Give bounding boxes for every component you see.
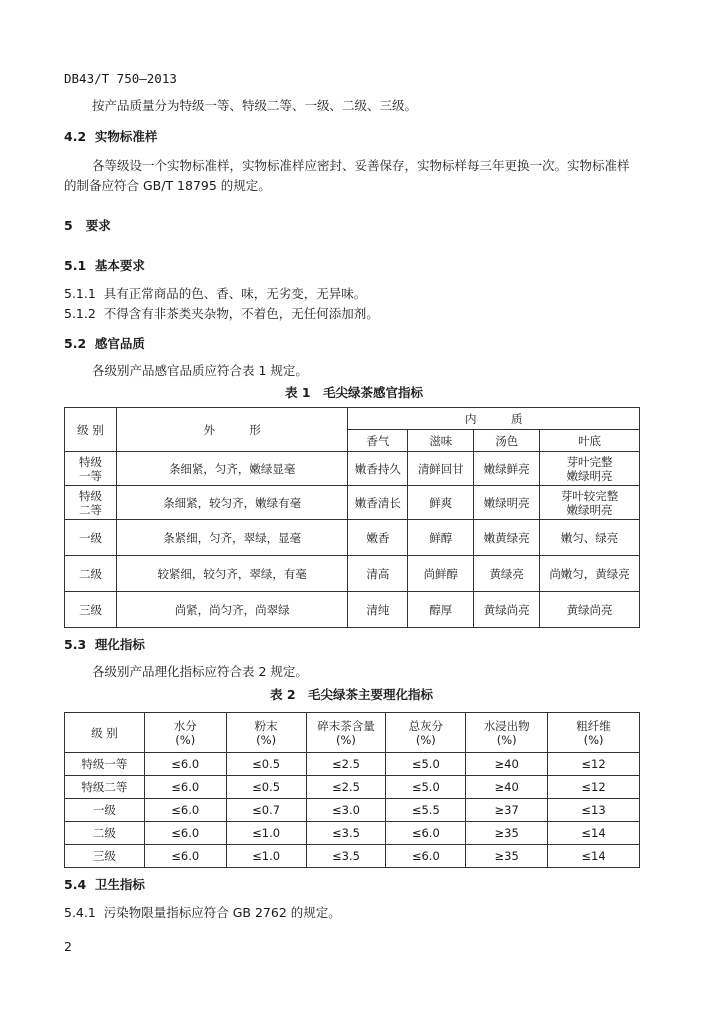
grade-cell: 三级: [65, 845, 145, 868]
table-row: [65, 776, 640, 799]
clause-number: 5.4.1: [64, 905, 96, 920]
section-title: 卫生指标: [94, 877, 145, 892]
water-extract-cell: ≥37: [466, 799, 548, 822]
leaf-cell: 尚嫩匀，黄绿亮: [540, 556, 640, 592]
crude-fiber-cell: ≤12: [548, 753, 640, 776]
grade-cell: 二级: [65, 822, 145, 845]
grade-cell: 特级 一等: [65, 452, 117, 486]
paragraph-4-2-line-2: 的制备应符合 GB/T 18795 的规定。: [64, 178, 271, 193]
header-total-ash: 总灰分 (%): [386, 713, 466, 753]
crude-fiber-cell: ≤13: [548, 799, 640, 822]
section-5-1-heading: [64, 259, 145, 273]
header-powder: 粉末 (%): [226, 713, 306, 753]
appearance-cell: 尚紧，尚匀齐，尚翠绿: [116, 592, 348, 628]
grades-line: 按产品质量分为特级一等、特级二等、一级、二级、三级。: [92, 98, 418, 113]
clause-5-1-2: [64, 307, 379, 321]
grade-cell: 特级 二等: [65, 486, 117, 520]
table-row: [65, 452, 640, 486]
total-ash-cell: ≤5.0: [386, 776, 466, 799]
leaf-cell: 黄绿尚亮: [540, 592, 640, 628]
section-5-3-heading: [64, 638, 145, 652]
section-number: 4.2: [64, 129, 87, 144]
section-number: 5: [64, 218, 73, 233]
page-number: 2: [64, 939, 72, 954]
aroma-cell: 嫩香持久: [348, 452, 408, 486]
table-row: [65, 592, 640, 628]
grade-cell: 二级: [65, 556, 117, 592]
moisture-cell: ≤6.0: [144, 822, 226, 845]
water-extract-cell: ≥35: [466, 822, 548, 845]
section-title: 理化指标: [94, 637, 145, 652]
section-number: 5.4: [64, 877, 87, 892]
moisture-cell: ≤6.0: [144, 753, 226, 776]
clause-text: 具有正常商品的色、香、味，无劣变，无异味。: [103, 286, 367, 301]
broken-tea-cell: ≤3.0: [306, 799, 386, 822]
taste-cell: 鲜爽: [408, 486, 474, 520]
grade-cell: 一级: [65, 799, 145, 822]
grade-cell: 三级: [65, 592, 117, 628]
broken-tea-cell: ≤3.5: [306, 822, 386, 845]
appearance-cell: 较紧细，较匀齐，翠绿，有毫: [116, 556, 348, 592]
clause-number: 5.1.1: [64, 286, 96, 301]
liquor-cell: 嫩黄绿亮: [474, 520, 540, 556]
section-4-2-heading: [64, 130, 157, 144]
table-1-sensory: [64, 407, 640, 628]
moisture-cell: ≤6.0: [144, 776, 226, 799]
clause-5-1-1: [64, 287, 366, 301]
section-title: 基本要求: [94, 258, 145, 273]
document-header: DB43/T 750—2013: [64, 71, 177, 86]
header-crude-fiber: 粗纤维 (%): [548, 713, 640, 753]
aroma-cell: 嫩香清长: [348, 486, 408, 520]
liquor-cell: 嫩绿鲜亮: [474, 452, 540, 486]
moisture-cell: ≤6.0: [144, 799, 226, 822]
table-row: [65, 799, 640, 822]
table-row: [65, 520, 640, 556]
powder-cell: ≤0.7: [226, 799, 306, 822]
taste-cell: 鲜醇: [408, 520, 474, 556]
header-inner-quality: 内 质: [348, 408, 640, 430]
header-leaf-base: 叶底: [540, 430, 640, 452]
appearance-cell: 条细紧，匀齐，嫩绿显毫: [116, 452, 348, 486]
total-ash-cell: ≤5.5: [386, 799, 466, 822]
powder-cell: ≤0.5: [226, 776, 306, 799]
section-title: 实物标准样: [94, 129, 158, 144]
clause-text: 污染物限量指标应符合 GB 2762 的规定。: [103, 905, 341, 920]
broken-tea-cell: ≤2.5: [306, 753, 386, 776]
taste-cell: 清鲜回甘: [408, 452, 474, 486]
header-grade: 级 别: [65, 408, 117, 452]
section-5-heading: [64, 219, 111, 233]
header-grade: 级 别: [65, 713, 145, 753]
header-liquor-color: 汤色: [474, 430, 540, 452]
liquor-cell: 嫩绿明亮: [474, 486, 540, 520]
taste-cell: 尚鲜醇: [408, 556, 474, 592]
liquor-cell: 黄绿亮: [474, 556, 540, 592]
total-ash-cell: ≤6.0: [386, 845, 466, 868]
crude-fiber-cell: ≤12: [548, 776, 640, 799]
leaf-cell: 芽叶完整 嫩绿明亮: [540, 452, 640, 486]
aroma-cell: 嫩香: [348, 520, 408, 556]
liquor-cell: 黄绿尚亮: [474, 592, 540, 628]
section-5-4-heading: [64, 878, 145, 892]
water-extract-cell: ≥35: [466, 845, 548, 868]
table-2-physicochemical: [64, 712, 640, 868]
powder-cell: ≤0.5: [226, 753, 306, 776]
section-number: 5.2: [64, 336, 87, 351]
grade-cell: 特级二等: [65, 776, 145, 799]
table-row: [65, 486, 640, 520]
leaf-cell: 嫩匀、绿亮: [540, 520, 640, 556]
appearance-cell: 条紧细，匀齐，翠绿，显毫: [116, 520, 348, 556]
paragraph-5-2: 各级别产品感官品质应符合表 1 规定。: [92, 363, 308, 378]
total-ash-cell: ≤5.0: [386, 753, 466, 776]
paragraph-5-3: 各级别产品理化指标应符合表 2 规定。: [92, 664, 308, 679]
section-number: 5.1: [64, 258, 87, 273]
section-title: 感官品质: [94, 336, 145, 351]
taste-cell: 醇厚: [408, 592, 474, 628]
header-appearance: 外 形: [116, 408, 348, 452]
section-number: 5.3: [64, 637, 87, 652]
table-row: [65, 845, 640, 868]
section-5-2-heading: [64, 337, 145, 351]
broken-tea-cell: ≤2.5: [306, 776, 386, 799]
total-ash-cell: ≤6.0: [386, 822, 466, 845]
table-2-caption: 表 2 毛尖绿茶主要理化指标: [270, 687, 434, 702]
moisture-cell: ≤6.0: [144, 845, 226, 868]
powder-cell: ≤1.0: [226, 822, 306, 845]
powder-cell: ≤1.0: [226, 845, 306, 868]
clause-number: 5.1.2: [64, 306, 96, 321]
grade-cell: 一级: [65, 520, 117, 556]
paragraph-4-2-line-1: 各等级设一个实物标准样，实物标准样应密封、妥善保存，实物标样每三年更换一次。实物标准样: [92, 158, 630, 173]
table-row: [65, 753, 640, 776]
broken-tea-cell: ≤3.5: [306, 845, 386, 868]
header-broken-tea: 碎末茶含量 (%): [306, 713, 386, 753]
section-title: 要求: [85, 218, 111, 233]
appearance-cell: 条细紧，较匀齐，嫩绿有毫: [116, 486, 348, 520]
crude-fiber-cell: ≤14: [548, 822, 640, 845]
header-water-extract: 水浸出物 (%): [466, 713, 548, 753]
table-1-caption: 表 1 毛尖绿茶感官指标: [285, 385, 424, 400]
table-row: [65, 556, 640, 592]
water-extract-cell: ≥40: [466, 776, 548, 799]
aroma-cell: 清纯: [348, 592, 408, 628]
crude-fiber-cell: ≤14: [548, 845, 640, 868]
header-aroma: 香气: [348, 430, 408, 452]
grade-cell: 特级一等: [65, 753, 145, 776]
aroma-cell: 清高: [348, 556, 408, 592]
header-taste: 滋味: [408, 430, 474, 452]
table-row: [65, 822, 640, 845]
leaf-cell: 芽叶较完整 嫩绿明亮: [540, 486, 640, 520]
clause-5-4-1: [64, 906, 341, 920]
header-moisture: 水分 (%): [144, 713, 226, 753]
clause-text: 不得含有非茶类夹杂物，不着色，无任何添加剂。: [103, 306, 379, 321]
water-extract-cell: ≥40: [466, 753, 548, 776]
